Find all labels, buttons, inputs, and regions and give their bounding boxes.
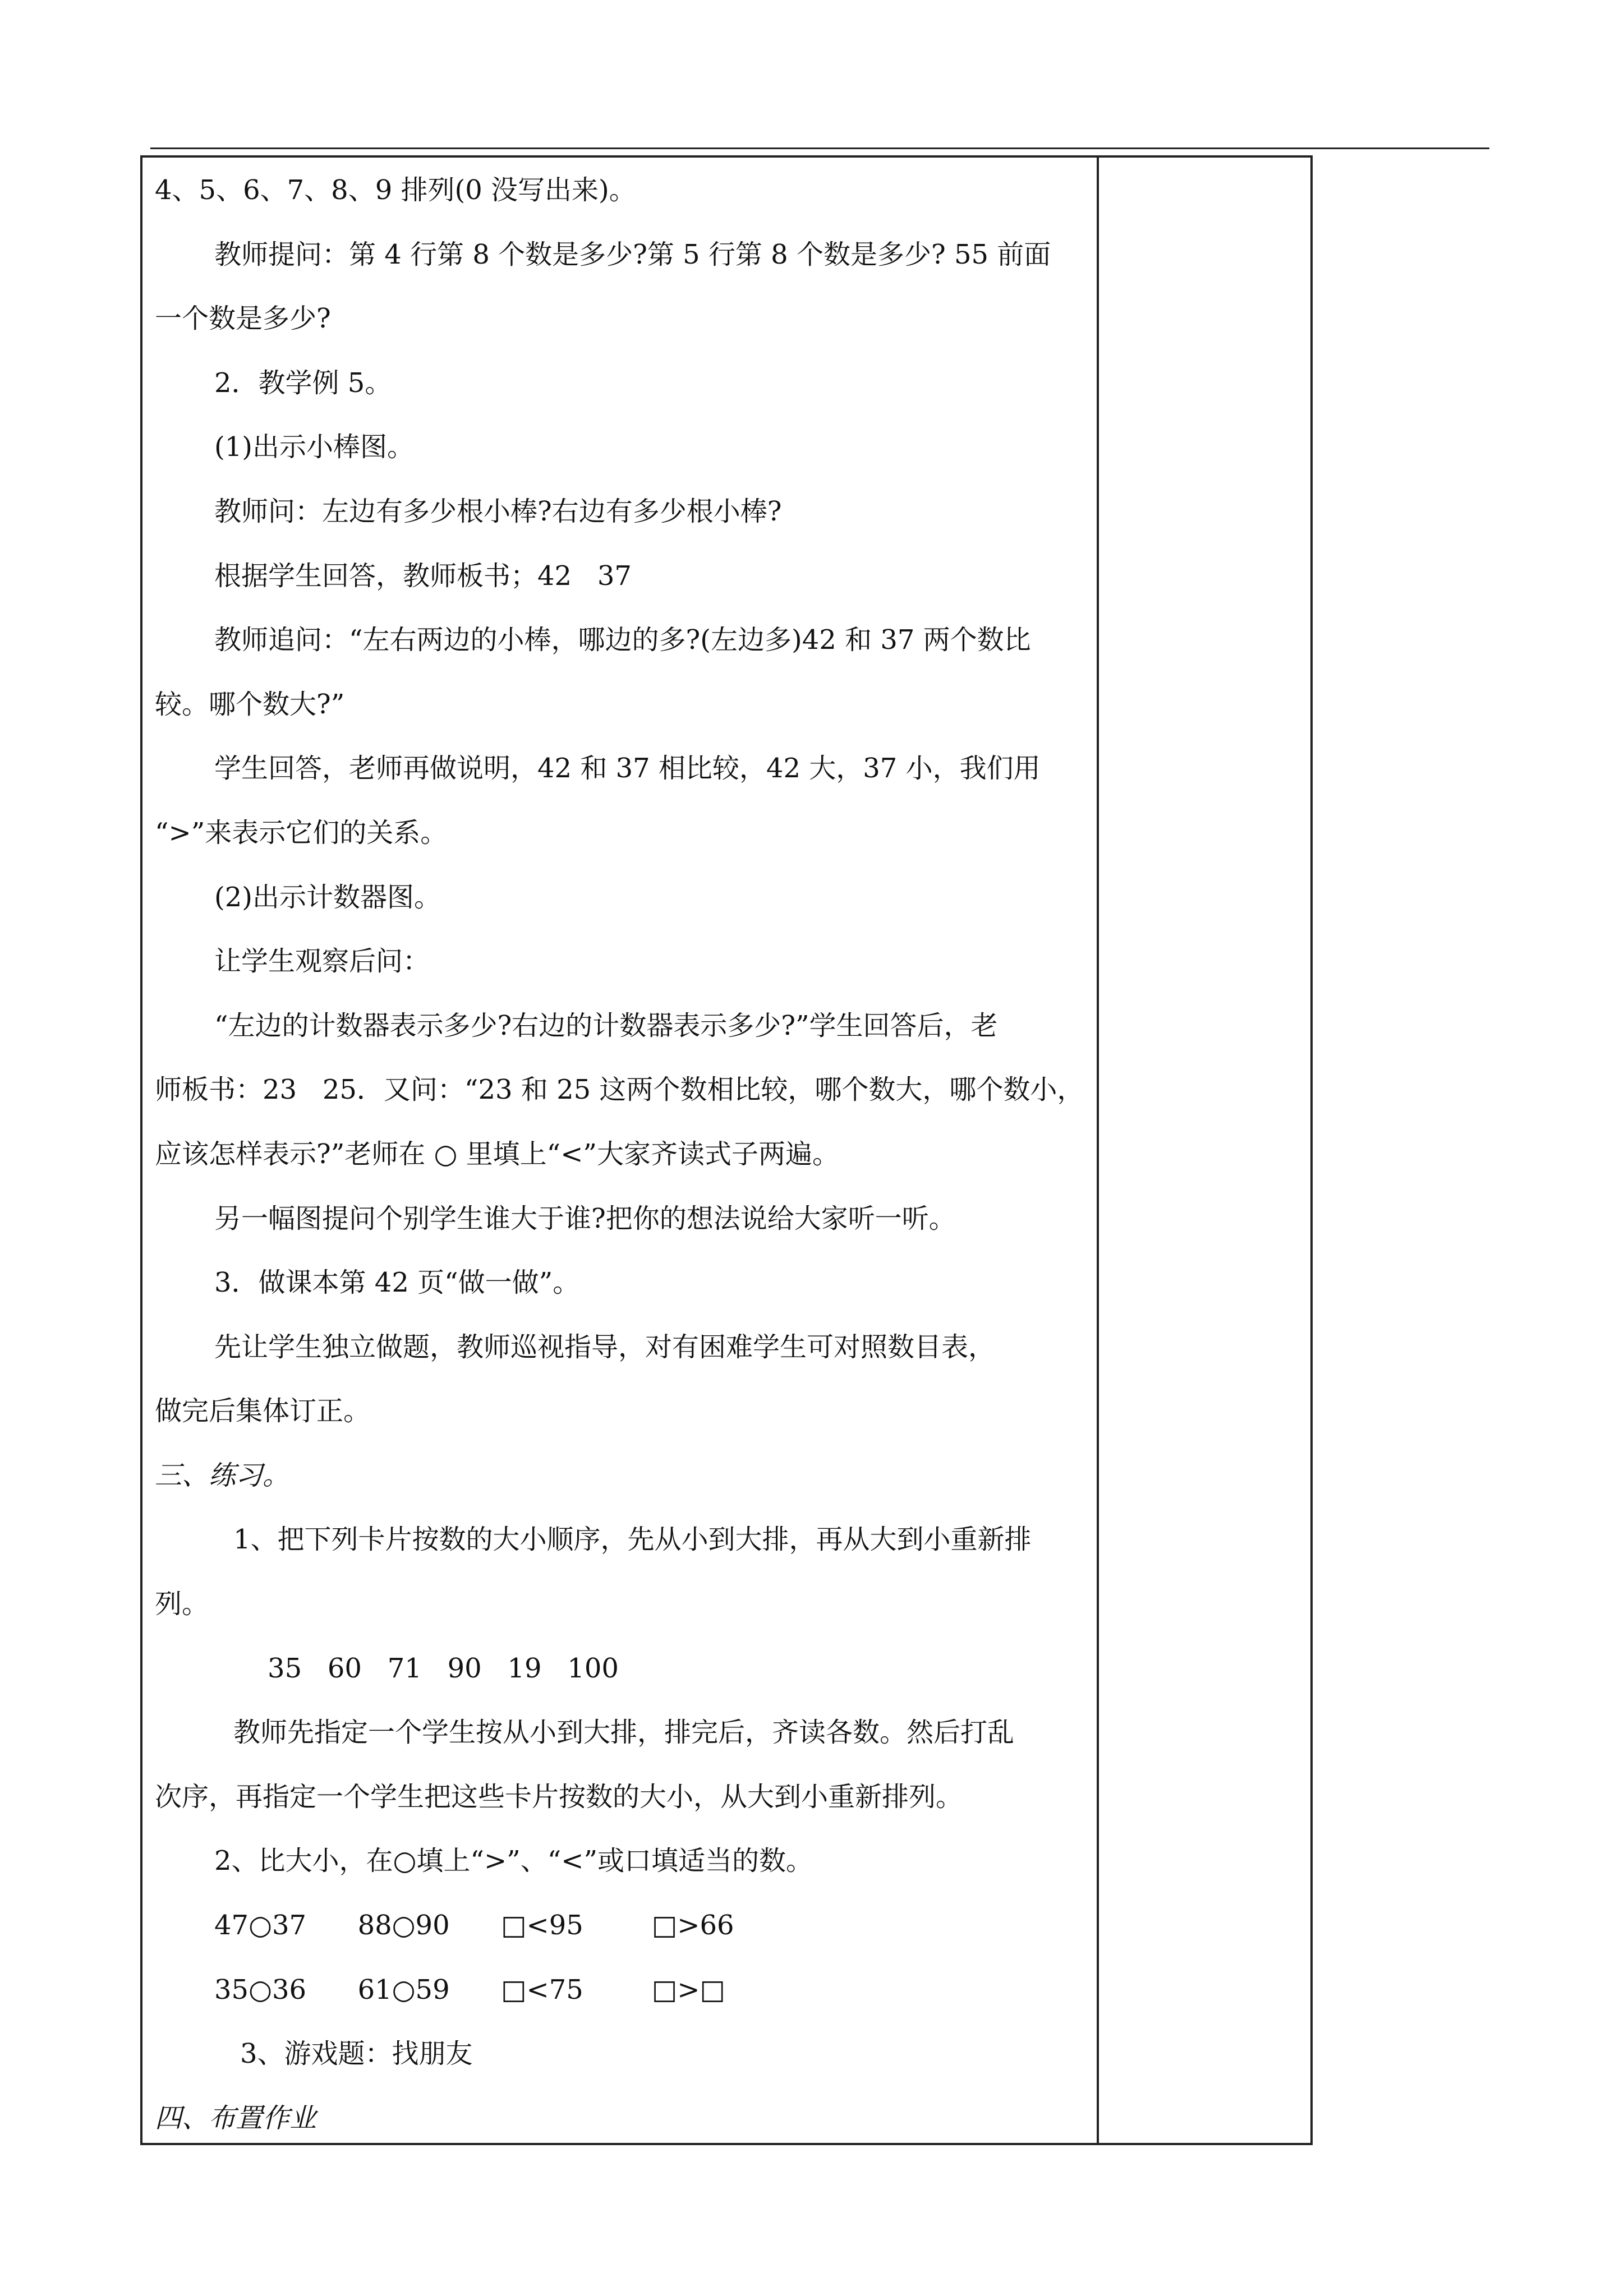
text-line: (1)出示小棒图。 <box>214 431 414 463</box>
text-line: “左边的计数器表示多少?右边的计数器表示多少?”学生回答后，老 <box>214 1009 998 1041</box>
text-line: 2、比大小，在○填上“>”、“<”或口填适当的数。 <box>214 1845 813 1877</box>
text-line: 次序，再指定一个学生把这些卡片按数的大小，从大到小重新排列。 <box>155 1781 963 1813</box>
text-line: 3．做课本第 42 页“做一做”。 <box>214 1267 580 1299</box>
text-line: 35○36 61○59 □<75 □>□ <box>214 1974 725 2005</box>
text-line: 教师先指定一个学生按从小到大排，排完后，齐读各数。然后打乱 <box>233 1717 1015 1749</box>
text-line: “>”来表示它们的关系。 <box>155 817 448 849</box>
text-line: 应该怎样表示?”老师在 ○ 里填上“<”大家齐读式子两遍。 <box>155 1138 839 1170</box>
text-line: 四、布置作业 <box>155 2102 317 2134</box>
lesson-text <box>155 158 1086 2150</box>
text-line: 1、把下列卡片按数的大小顺序，先从小到大排，再从大到小重新排 <box>233 1524 1032 1556</box>
text-line: 47○37 88○90 □<95 □>66 <box>214 1910 734 1942</box>
text-line: 教师追问：“左右两边的小棒，哪边的多?(左边多)42 和 37 两个数比 <box>214 624 1031 656</box>
text-line: 教师提问：第 4 行第 8 个数是多少?第 5 行第 8 个数是多少? 55 前面 <box>214 238 1051 270</box>
text-line: 2．教学例 5。 <box>214 367 392 399</box>
text-line: 教师问：左边有多少根小棒?右边有多少根小棒? <box>214 495 782 527</box>
text-line: 做完后集体订正。 <box>155 1395 371 1427</box>
text-line: 根据学生回答，教师板书；42 37 <box>214 560 632 592</box>
text-line: 列。 <box>155 1588 209 1620</box>
header-rule <box>150 147 1489 149</box>
text-line: 三、练习。 <box>155 1459 290 1491</box>
text-line: 先让学生独立做题，教师巡视指导，对有困难学生可对照数目表， <box>214 1331 996 1363</box>
text-line: 较。哪个数大?” <box>155 688 345 720</box>
text-line: 学生回答，老师再做说明，42 和 37 相比较，42 大，37 小，我们用 <box>214 753 1041 785</box>
text-line: 4、5、6、7、8、9 排列(0 没写出来)。 <box>155 174 636 206</box>
text-line: 另一幅图提问个别学生谁大于谁?把你的想法说给大家听一听。 <box>214 1202 956 1234</box>
column-divider <box>1097 155 1099 2145</box>
text-line: (2)出示计数器图。 <box>214 881 441 913</box>
text-line: 3、游戏题：找朋友 <box>240 2038 473 2070</box>
text-line: 让学生观察后问： <box>214 946 430 978</box>
text-line: 35 60 71 90 19 100 <box>233 1652 619 1684</box>
text-line: 师板书：23 25．又问：“23 和 25 这两个数相比较，哪个数大，哪个数小， <box>155 1074 1084 1106</box>
text-line: 一个数是多少? <box>155 303 331 335</box>
